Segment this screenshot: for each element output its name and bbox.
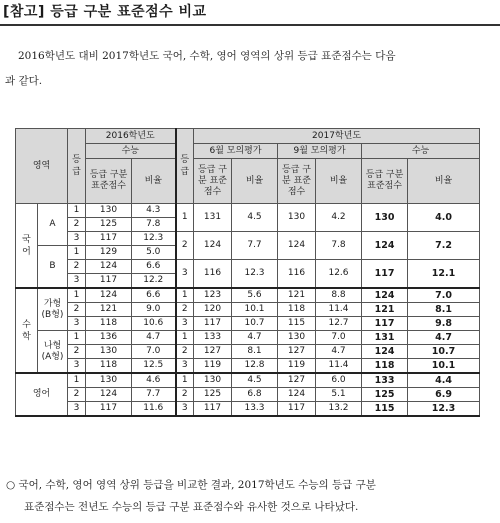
- suneung-std-score: 133: [362, 373, 408, 388]
- intro-text-line-2: 과 같다.: [5, 75, 43, 87]
- header-sept-mock: 9월 모의평가: [278, 144, 362, 159]
- table-row: [16, 317, 480, 331]
- std-score-2016: 124: [86, 260, 132, 274]
- june-ratio: 5.6: [232, 288, 278, 303]
- ratio-2016: 9.0: [132, 303, 176, 317]
- sept-ratio: 4.7: [316, 345, 362, 359]
- intro-text-line-1: 2016학년도 대비 2017학년도 국어, 수학, 영어 영역의 상위 등급 표준점수는 다음: [18, 50, 396, 62]
- suneung-ratio: 8.1: [408, 303, 480, 317]
- grade-2017: 1: [176, 373, 194, 388]
- june-std-score: 127: [194, 345, 232, 359]
- suneung-ratio: 6.9: [408, 388, 480, 402]
- std-score-2016: 136: [86, 331, 132, 345]
- std-score-2016: 118: [86, 317, 132, 331]
- grade-2017: 3: [176, 260, 194, 289]
- june-ratio: 6.8: [232, 388, 278, 402]
- sept-ratio: 13.2: [316, 402, 362, 417]
- suneung-std-score: 115: [362, 402, 408, 417]
- sept-ratio: 7.0: [316, 331, 362, 345]
- sept-std-score: 117: [278, 402, 316, 417]
- grade-2016: 1: [68, 331, 86, 345]
- suneung-std-score: 125: [362, 388, 408, 402]
- suneung-std-score: 130: [362, 204, 408, 232]
- sept-ratio: 4.2: [316, 204, 362, 232]
- june-ratio: 8.1: [232, 345, 278, 359]
- sub-math-ga: 가형 (B형): [38, 288, 68, 331]
- std-score-2016: 124: [86, 288, 132, 303]
- june-ratio: 13.3: [232, 402, 278, 417]
- table-row: [16, 388, 480, 402]
- grade-2016: 2: [68, 388, 86, 402]
- subject-korean: [16, 204, 38, 289]
- ratio-2016: 4.3: [132, 204, 176, 218]
- title-divider: [0, 24, 500, 26]
- suneung-ratio: 12.3: [408, 402, 480, 417]
- grade-2017: 3: [176, 359, 194, 374]
- table-row: [16, 204, 480, 218]
- sept-ratio: 11.4: [316, 359, 362, 374]
- grade-2016: 3: [68, 274, 86, 289]
- std-score-2016: 121: [86, 303, 132, 317]
- june-ratio: 10.7: [232, 317, 278, 331]
- header-ratio: 비율: [316, 159, 362, 204]
- ratio-2016: 4.6: [132, 373, 176, 388]
- ratio-2016: 7.0: [132, 345, 176, 359]
- table-row: [16, 359, 480, 374]
- std-score-2016: 117: [86, 232, 132, 246]
- table-row: [16, 345, 480, 359]
- page-title: [참고] 등급 구분 표준점수 비교: [3, 4, 207, 20]
- suneung-std-score: 131: [362, 331, 408, 345]
- grade-2016: 1: [68, 204, 86, 218]
- std-score-2016: 124: [86, 388, 132, 402]
- table-row: [16, 260, 480, 274]
- grade-2016: 2: [68, 303, 86, 317]
- conclusion-text: [6, 478, 496, 514]
- ratio-2016: 7.8: [132, 218, 176, 232]
- suneung-ratio: 12.1: [408, 260, 480, 289]
- suneung-ratio: 4.0: [408, 204, 480, 232]
- header-grade: [68, 129, 86, 204]
- june-std-score: 133: [194, 331, 232, 345]
- header-ratio: 비율: [232, 159, 278, 204]
- grade-2017: 2: [176, 303, 194, 317]
- std-score-2016: 129: [86, 246, 132, 260]
- header-std-score: 등급 구분 표준점수: [194, 159, 232, 204]
- sept-ratio: 6.0: [316, 373, 362, 388]
- sept-std-score: 116: [278, 260, 316, 289]
- suneung-ratio: 9.8: [408, 317, 480, 331]
- header-grade-2017-text: 등급: [180, 155, 190, 177]
- grade-2016: 3: [68, 317, 86, 331]
- grade-2016: 1: [68, 246, 86, 260]
- grade-2017: 1: [176, 288, 194, 303]
- june-ratio: 12.8: [232, 359, 278, 374]
- header-2016-suneung: 수능: [86, 144, 176, 159]
- table-row: [16, 303, 480, 317]
- sept-std-score: 115: [278, 317, 316, 331]
- grade-2017: 1: [176, 204, 194, 232]
- suneung-std-score: 124: [362, 288, 408, 303]
- sept-ratio: 7.8: [316, 232, 362, 260]
- ratio-2016: 6.6: [132, 288, 176, 303]
- sub-korean-b: B: [38, 246, 68, 289]
- ratio-2016: 12.5: [132, 359, 176, 374]
- june-std-score: 120: [194, 303, 232, 317]
- june-std-score: 119: [194, 359, 232, 374]
- june-std-score: 125: [194, 388, 232, 402]
- suneung-ratio: 10.1: [408, 359, 480, 374]
- header-grade-text: 등급: [72, 155, 81, 177]
- ratio-2016: 12.3: [132, 232, 176, 246]
- sept-std-score: 130: [278, 331, 316, 345]
- conclusion-line-2: 표준점수는 전년도 수능의 등급 구분 표준점수와 유사한 것으로 나타났다.: [24, 501, 359, 513]
- table-row: [16, 402, 480, 417]
- subject-korean-text: 국어: [22, 234, 31, 257]
- sept-std-score: 124: [278, 388, 316, 402]
- suneung-ratio: 4.7: [408, 331, 480, 345]
- table-row: [16, 331, 480, 345]
- header-area: 영역: [16, 129, 68, 204]
- sept-ratio: 8.8: [316, 288, 362, 303]
- grade-2017: 2: [176, 345, 194, 359]
- ratio-2016: 11.6: [132, 402, 176, 417]
- ratio-2016: 4.7: [132, 331, 176, 345]
- subject-math: [16, 288, 38, 373]
- june-std-score: 123: [194, 288, 232, 303]
- table-row: [16, 232, 480, 246]
- suneung-std-score: 117: [362, 317, 408, 331]
- header-std-score: 등급 구분 표준점수: [278, 159, 316, 204]
- suneung-std-score: 124: [362, 345, 408, 359]
- grade-2017: 3: [176, 402, 194, 417]
- std-score-2016: 117: [86, 274, 132, 289]
- subject-math-text: 수학: [22, 319, 31, 342]
- header-ratio: 비율: [132, 159, 176, 204]
- header-grade-2017: [176, 129, 194, 204]
- ratio-2016: 10.6: [132, 317, 176, 331]
- header-std-score: 등급 구분 표준점수: [362, 159, 408, 204]
- grade-2016: 3: [68, 402, 86, 417]
- sept-std-score: 124: [278, 232, 316, 260]
- suneung-ratio: 7.0: [408, 288, 480, 303]
- suneung-ratio: 10.7: [408, 345, 480, 359]
- june-std-score: 131: [194, 204, 232, 232]
- june-std-score: 130: [194, 373, 232, 388]
- sub-korean-a: A: [38, 204, 68, 246]
- june-std-score: 116: [194, 260, 232, 289]
- sept-ratio: 11.4: [316, 303, 362, 317]
- june-std-score: 117: [194, 402, 232, 417]
- sept-ratio: 5.1: [316, 388, 362, 402]
- header-std-score: 등급 구분 표준점수: [86, 159, 132, 204]
- grade-2016: 1: [68, 288, 86, 303]
- header-2017-suneung: 수능: [362, 144, 480, 159]
- conclusion-line-1: ○ 국어, 수학, 영어 영역 상위 등급을 비교한 결과, 2017학년도 수능의 등급 구분: [6, 479, 376, 491]
- june-ratio: 4.5: [232, 373, 278, 388]
- std-score-2016: 130: [86, 345, 132, 359]
- grade-2016: 1: [68, 373, 86, 388]
- grade-2016: 2: [68, 260, 86, 274]
- grade-2016: 3: [68, 359, 86, 374]
- header-2017: 2017학년도: [194, 129, 480, 144]
- grade-standard-score-table: [15, 128, 480, 417]
- suneung-ratio: 7.2: [408, 232, 480, 260]
- table-row: [16, 373, 480, 388]
- sept-std-score: 130: [278, 204, 316, 232]
- june-ratio: 12.3: [232, 260, 278, 289]
- sept-std-score: 127: [278, 345, 316, 359]
- grade-2017: 3: [176, 317, 194, 331]
- suneung-std-score: 117: [362, 260, 408, 289]
- ratio-2016: 12.2: [132, 274, 176, 289]
- june-ratio: 7.7: [232, 232, 278, 260]
- grade-2017: 1: [176, 331, 194, 345]
- june-ratio: 4.7: [232, 331, 278, 345]
- june-ratio: 10.1: [232, 303, 278, 317]
- table-row: [16, 288, 480, 303]
- june-std-score: 117: [194, 317, 232, 331]
- std-score-2016: 125: [86, 218, 132, 232]
- sept-std-score: 119: [278, 359, 316, 374]
- sept-std-score: 118: [278, 303, 316, 317]
- june-ratio: 4.5: [232, 204, 278, 232]
- std-score-2016: 118: [86, 359, 132, 374]
- sept-std-score: 127: [278, 373, 316, 388]
- ratio-2016: 6.6: [132, 260, 176, 274]
- ratio-2016: 7.7: [132, 388, 176, 402]
- grade-2016: 2: [68, 345, 86, 359]
- ratio-2016: 5.0: [132, 246, 176, 260]
- grade-2017: 2: [176, 388, 194, 402]
- suneung-std-score: 121: [362, 303, 408, 317]
- suneung-ratio: 4.4: [408, 373, 480, 388]
- std-score-2016: 117: [86, 402, 132, 417]
- suneung-std-score: 124: [362, 232, 408, 260]
- sept-ratio: 12.7: [316, 317, 362, 331]
- suneung-std-score: 118: [362, 359, 408, 374]
- std-score-2016: 130: [86, 373, 132, 388]
- grade-2017: 2: [176, 232, 194, 260]
- sept-std-score: 121: [278, 288, 316, 303]
- header-ratio: 비율: [408, 159, 480, 204]
- sept-ratio: 12.6: [316, 260, 362, 289]
- grade-2016: 3: [68, 232, 86, 246]
- std-score-2016: 130: [86, 204, 132, 218]
- grade-2016: 2: [68, 218, 86, 232]
- header-june-mock: 6월 모의평가: [194, 144, 278, 159]
- subject-english: 영어: [16, 373, 68, 416]
- june-std-score: 124: [194, 232, 232, 260]
- sub-math-na: 나형 (A형): [38, 331, 68, 374]
- header-2016: 2016학년도: [86, 129, 176, 144]
